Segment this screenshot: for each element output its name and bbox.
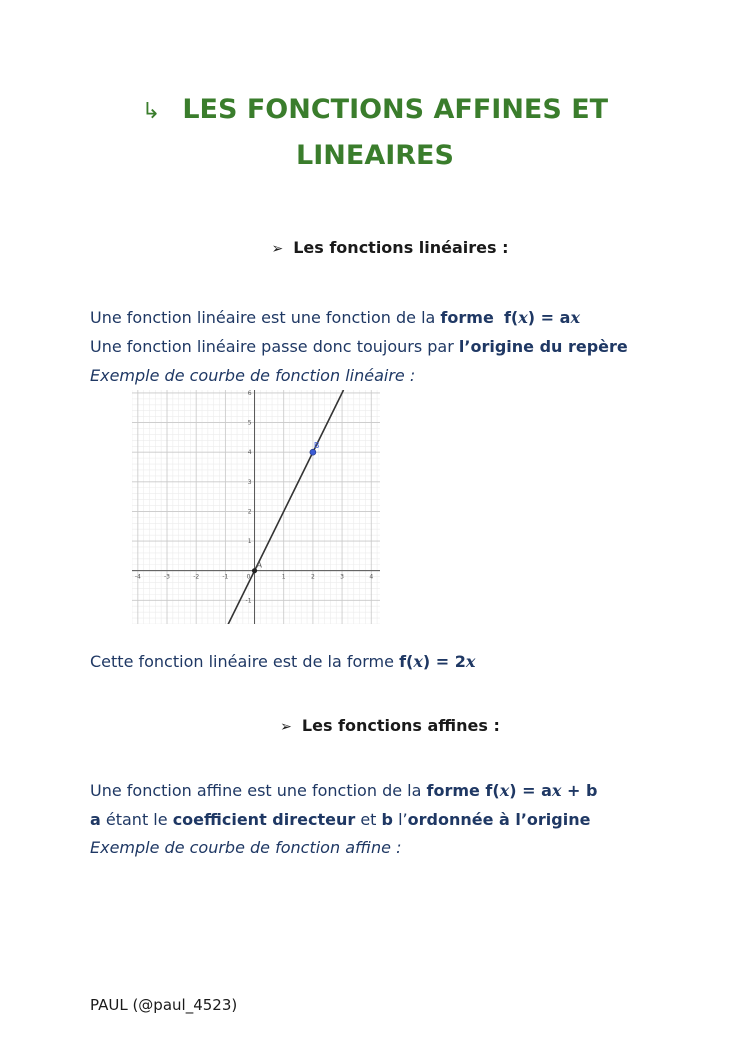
x-tick-label: -3 xyxy=(164,573,171,581)
y-tick-label: 1 xyxy=(247,538,252,546)
bullet-arrow-icon: ➢ xyxy=(271,241,284,257)
bullet-arrow-icon: ➢ xyxy=(280,719,292,735)
y-tick-label: 5 xyxy=(247,419,252,427)
point-b-label: B xyxy=(313,441,320,451)
affine-exemple-label: Exemple de courbe de fonction affine : xyxy=(90,838,402,857)
x-tick-label: -1 xyxy=(222,573,229,581)
lineaire-origine: Une fonction linéaire passe donc toujours par l’origine du repère xyxy=(90,337,628,356)
y-tick-label: 4 xyxy=(247,449,252,457)
x-tick-label: 2 xyxy=(310,573,315,581)
affine-coefficients: a étant le coefficient directeur et b l’ordonnée à l’origine xyxy=(90,810,591,829)
y-tick-label: 3 xyxy=(247,478,252,486)
x-tick-label: 0 xyxy=(246,573,251,581)
section-heading-lineaires: ➢ Les fonctions linéaires : xyxy=(271,238,509,257)
page-title xyxy=(0,88,750,178)
linear-function-graph xyxy=(132,390,380,624)
x-tick-label: 1 xyxy=(281,573,286,581)
point-a-label: A xyxy=(256,560,263,570)
arrow-icon: ↳ xyxy=(141,99,161,124)
x-tick-label: -2 xyxy=(193,573,200,581)
y-tick-label: 6 xyxy=(247,390,252,397)
section-heading-affines: ➢ Les fonctions affines : xyxy=(280,716,500,735)
lineaire-exemple-label: Exemple de courbe de fonction linéaire : xyxy=(90,366,416,385)
lineaire-definition: Une fonction linéaire est une fonction de la forme f(x) = ax xyxy=(90,308,580,327)
x-tick-label: 4 xyxy=(369,573,374,581)
affine-definition: Une fonction affine est une fonction de la forme f(x) = ax + b xyxy=(90,781,598,800)
title-line-1: ↳ LES FONCTIONS AFFINES ET xyxy=(0,88,750,134)
footer-author: PAUL (@paul_4523) xyxy=(90,996,238,1014)
lineaire-forme-exemple: Cette fonction linéaire est de la forme f(x) = 2x xyxy=(90,652,476,671)
x-tick-label: -4 xyxy=(134,573,141,581)
y-tick-label: 2 xyxy=(247,508,252,516)
x-tick-label: 3 xyxy=(340,573,344,581)
y-tick-label: -1 xyxy=(245,597,252,605)
title-line-2: LINEAIRES xyxy=(296,140,454,171)
